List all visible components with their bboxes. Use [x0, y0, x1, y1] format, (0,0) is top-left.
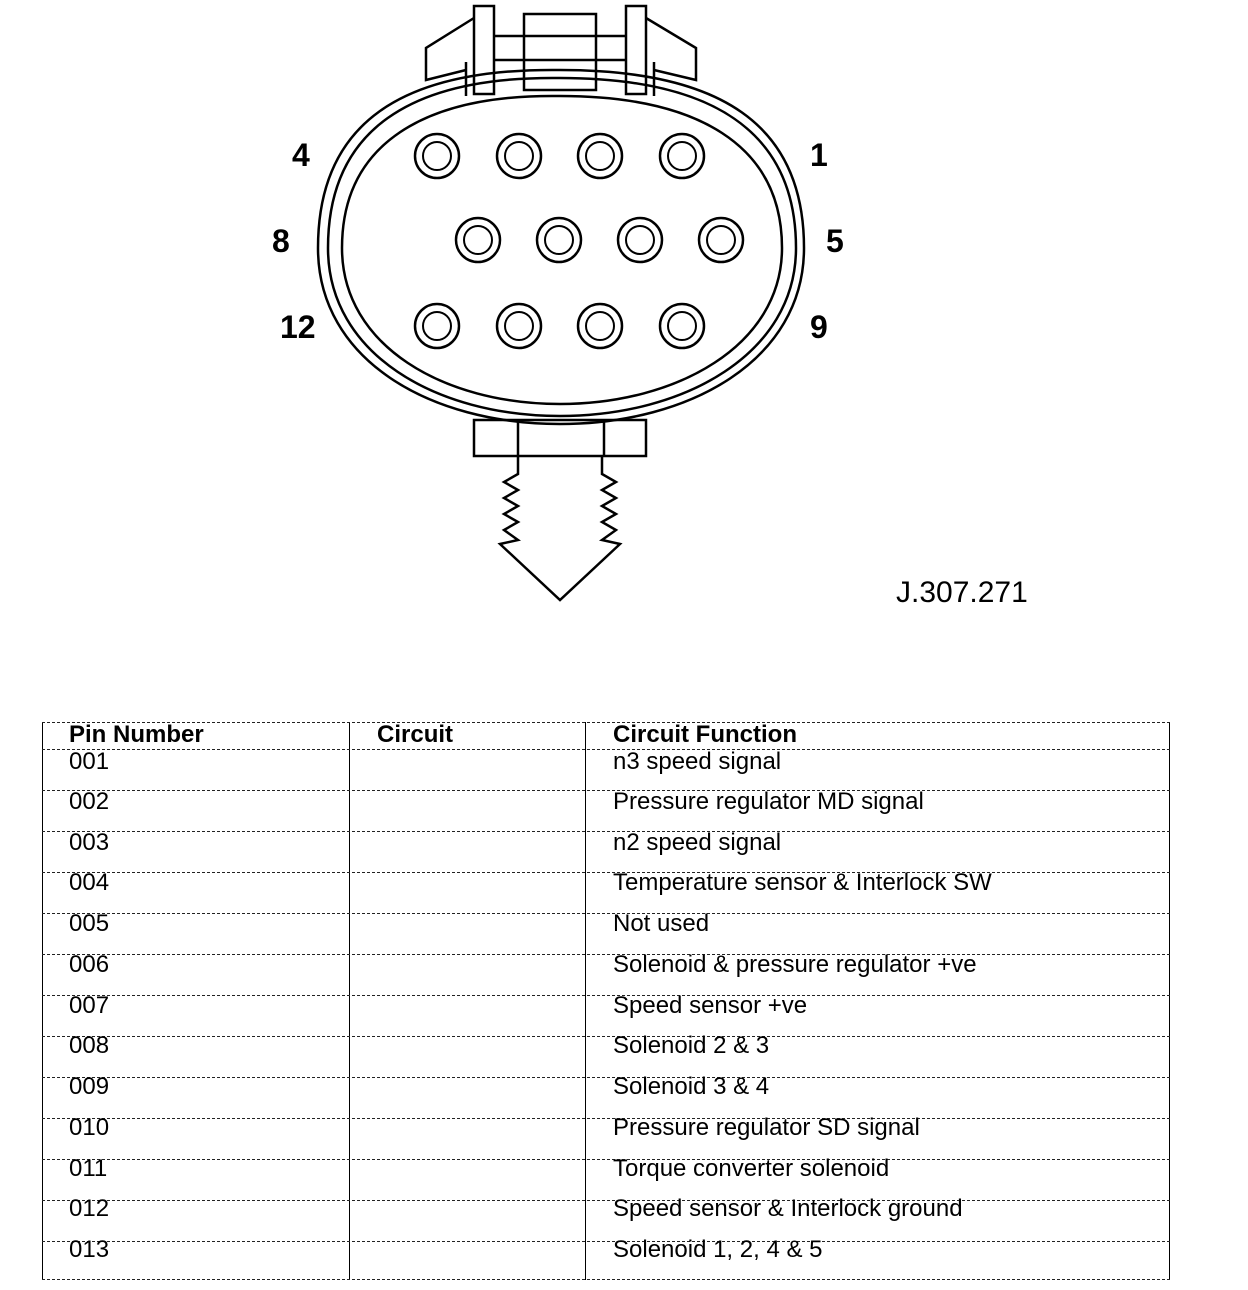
connector-latch	[426, 6, 696, 96]
table-border-left	[42, 722, 43, 1280]
cell-circuit-function: Solenoid & pressure regulator +ve	[613, 951, 977, 978]
pin-socket	[497, 134, 541, 178]
reference-code: J.307.271	[896, 576, 1028, 609]
cell-circuit-function: Pressure regulator MD signal	[613, 788, 924, 815]
cell-circuit-function: Pressure regulator SD signal	[613, 1114, 920, 1141]
pin-sockets	[415, 134, 743, 348]
column-divider	[349, 722, 350, 1280]
cell-pin-number: 009	[69, 1073, 110, 1100]
cell-pin-number: 013	[69, 1236, 110, 1263]
cell-circuit-function: Speed sensor & Interlock ground	[613, 1195, 963, 1222]
cell-pin-number: 010	[69, 1114, 110, 1141]
pin-table	[42, 722, 1170, 1280]
table-rule	[42, 1036, 1170, 1037]
table-rule	[42, 790, 1170, 791]
cell-pin-number: 011	[69, 1155, 108, 1182]
cell-pin-number: 012	[69, 1195, 110, 1222]
header-pin-number: Pin Number	[69, 721, 204, 748]
pin-label-12: 12	[280, 309, 316, 345]
table-rule	[42, 1200, 1170, 1201]
pin-socket	[699, 218, 743, 262]
table-rule	[42, 1077, 1170, 1078]
connector-shell	[318, 70, 804, 424]
cell-pin-number: 001	[69, 748, 110, 775]
cell-circuit-function: n2 speed signal	[613, 829, 782, 856]
table-border-bottom	[42, 1279, 1170, 1280]
table-rule	[42, 872, 1170, 873]
table-rule	[42, 995, 1170, 996]
column-divider	[585, 722, 586, 1280]
pin-socket	[660, 304, 704, 348]
cell-pin-number: 008	[69, 1032, 110, 1059]
pin-label-9: 9	[810, 309, 828, 345]
table-rule	[42, 831, 1170, 832]
table-border-right	[1169, 722, 1170, 1280]
pin-label-8: 8	[272, 223, 290, 259]
cell-circuit-function: n3 speed signal	[613, 748, 782, 775]
table-rule	[42, 1118, 1170, 1119]
table-border-top	[42, 722, 1170, 723]
cell-circuit-function: Solenoid 2 & 3	[613, 1032, 770, 1059]
table-rule	[42, 1241, 1170, 1242]
cell-circuit-function: Not used	[613, 910, 710, 937]
pin-socket	[497, 304, 541, 348]
cell-circuit-function: Solenoid 1, 2, 4 & 5	[613, 1236, 823, 1263]
cable-exit	[474, 420, 646, 600]
pin-socket	[415, 304, 459, 348]
cell-pin-number: 005	[69, 910, 110, 937]
pin-label-1: 1	[810, 137, 828, 173]
pin-label-4: 4	[292, 137, 310, 173]
cell-circuit-function: Torque converter solenoid	[613, 1155, 890, 1182]
cell-circuit-function: Temperature sensor & Interlock SW	[613, 869, 992, 896]
cell-pin-number: 004	[69, 869, 110, 896]
pin-socket	[456, 218, 500, 262]
cell-pin-number: 007	[69, 992, 110, 1019]
pin-label-5: 5	[826, 223, 844, 259]
table-rule	[42, 1159, 1170, 1160]
cell-pin-number: 003	[69, 829, 110, 856]
pin-socket	[618, 218, 662, 262]
pin-socket	[537, 218, 581, 262]
header-circuit-function: Circuit Function	[613, 721, 797, 748]
pin-socket	[578, 134, 622, 178]
header-circuit: Circuit	[377, 721, 454, 748]
pin-socket	[415, 134, 459, 178]
pin-socket	[660, 134, 704, 178]
cell-circuit-function: Solenoid 3 & 4	[613, 1073, 770, 1100]
pin-socket	[578, 304, 622, 348]
cell-pin-number: 002	[69, 788, 110, 815]
table-rule	[42, 954, 1170, 955]
cell-pin-number: 006	[69, 951, 110, 978]
table-rule	[42, 749, 1170, 750]
table-rule	[42, 913, 1170, 914]
cell-circuit-function: Speed sensor +ve	[613, 992, 808, 1019]
